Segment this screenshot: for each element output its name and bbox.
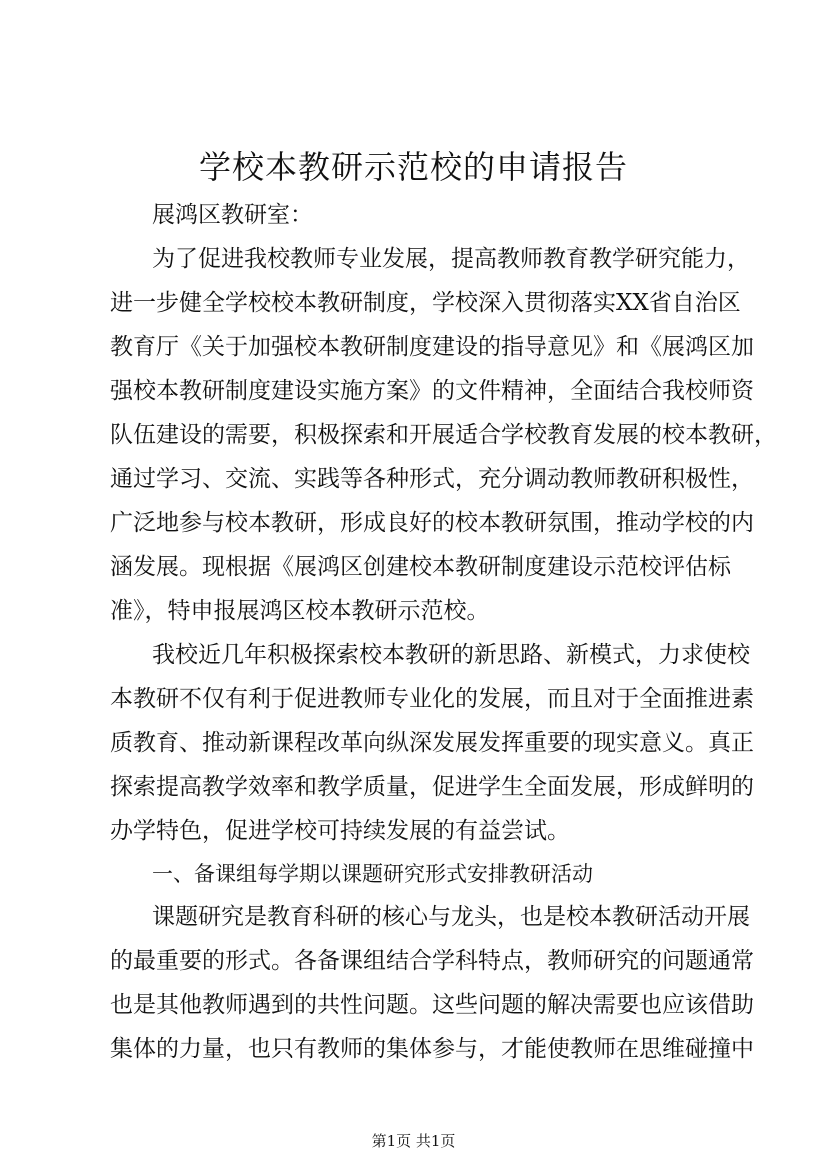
body-line: 探索提高教学效率和教学质量，促进学生全面发展，形成鲜明的 — [110, 774, 754, 800]
body-line: 强校本教研制度建设实施方案》的文件精神，全面结合我校师资 — [110, 378, 754, 404]
body-line: 为了促进我校教师专业发展，提高教师教育教学研究能力， — [152, 246, 750, 272]
document-title: 学校本教研示范校的申请报告 — [198, 148, 628, 186]
body-line: 队伍建设的需要，积极探索和开展适合学校教育发展的校本教研， — [110, 422, 777, 448]
salutation: 展鸿区教研室： — [152, 202, 313, 228]
body-line: 办学特色，促进学校可持续发展的有益尝试。 — [110, 818, 570, 844]
body-line: 教育厅《关于加强校本教研制度建设的指导意见》和《展鸿区加 — [110, 334, 754, 360]
body-line: 质教育、推动新课程改革向纵深发展发挥重要的现实意义。真正 — [110, 730, 754, 756]
body-line: 我校近几年积极探索校本教研的新思路、新模式，力求使校 — [152, 642, 750, 668]
body-line: 准》，特申报展鸿区校本教研示范校。 — [110, 598, 490, 624]
body-line: 集体的力量，也只有教师的集体参与，才能使教师在思维碰撞中 — [110, 1036, 754, 1062]
body-line: 本教研不仅有利于促进教师专业化的发展，而且对于全面推进素 — [110, 686, 754, 712]
body-line: 通过学习、交流、实践等各种形式，充分调动教师教研积极性， — [110, 466, 754, 492]
body-line: 的最重要的形式。各备课组结合学科特点，教师研究的问题通常 — [110, 948, 754, 974]
body-line: 也是其他教师遇到的共性问题。这些问题的解决需要也应该借助 — [110, 992, 754, 1018]
section-heading: 一、备课组每学期以课题研究形式安排教研活动 — [152, 862, 593, 886]
body-line: 课题研究是教育科研的核心与龙头，也是校本教研活动开展 — [152, 904, 750, 930]
body-line: 广泛地参与校本教研，形成良好的校本教研氛围，推动学校的内 — [110, 510, 754, 536]
body-line: 涵发展。现根据《展鸿区创建校本教研制度建设示范校评估标 — [110, 554, 731, 580]
body-line: 进一步健全学校校本教研制度，学校深入贯彻落实XX省自治区 — [110, 290, 741, 316]
page-footer: 第1页 共1页 — [371, 1132, 456, 1150]
